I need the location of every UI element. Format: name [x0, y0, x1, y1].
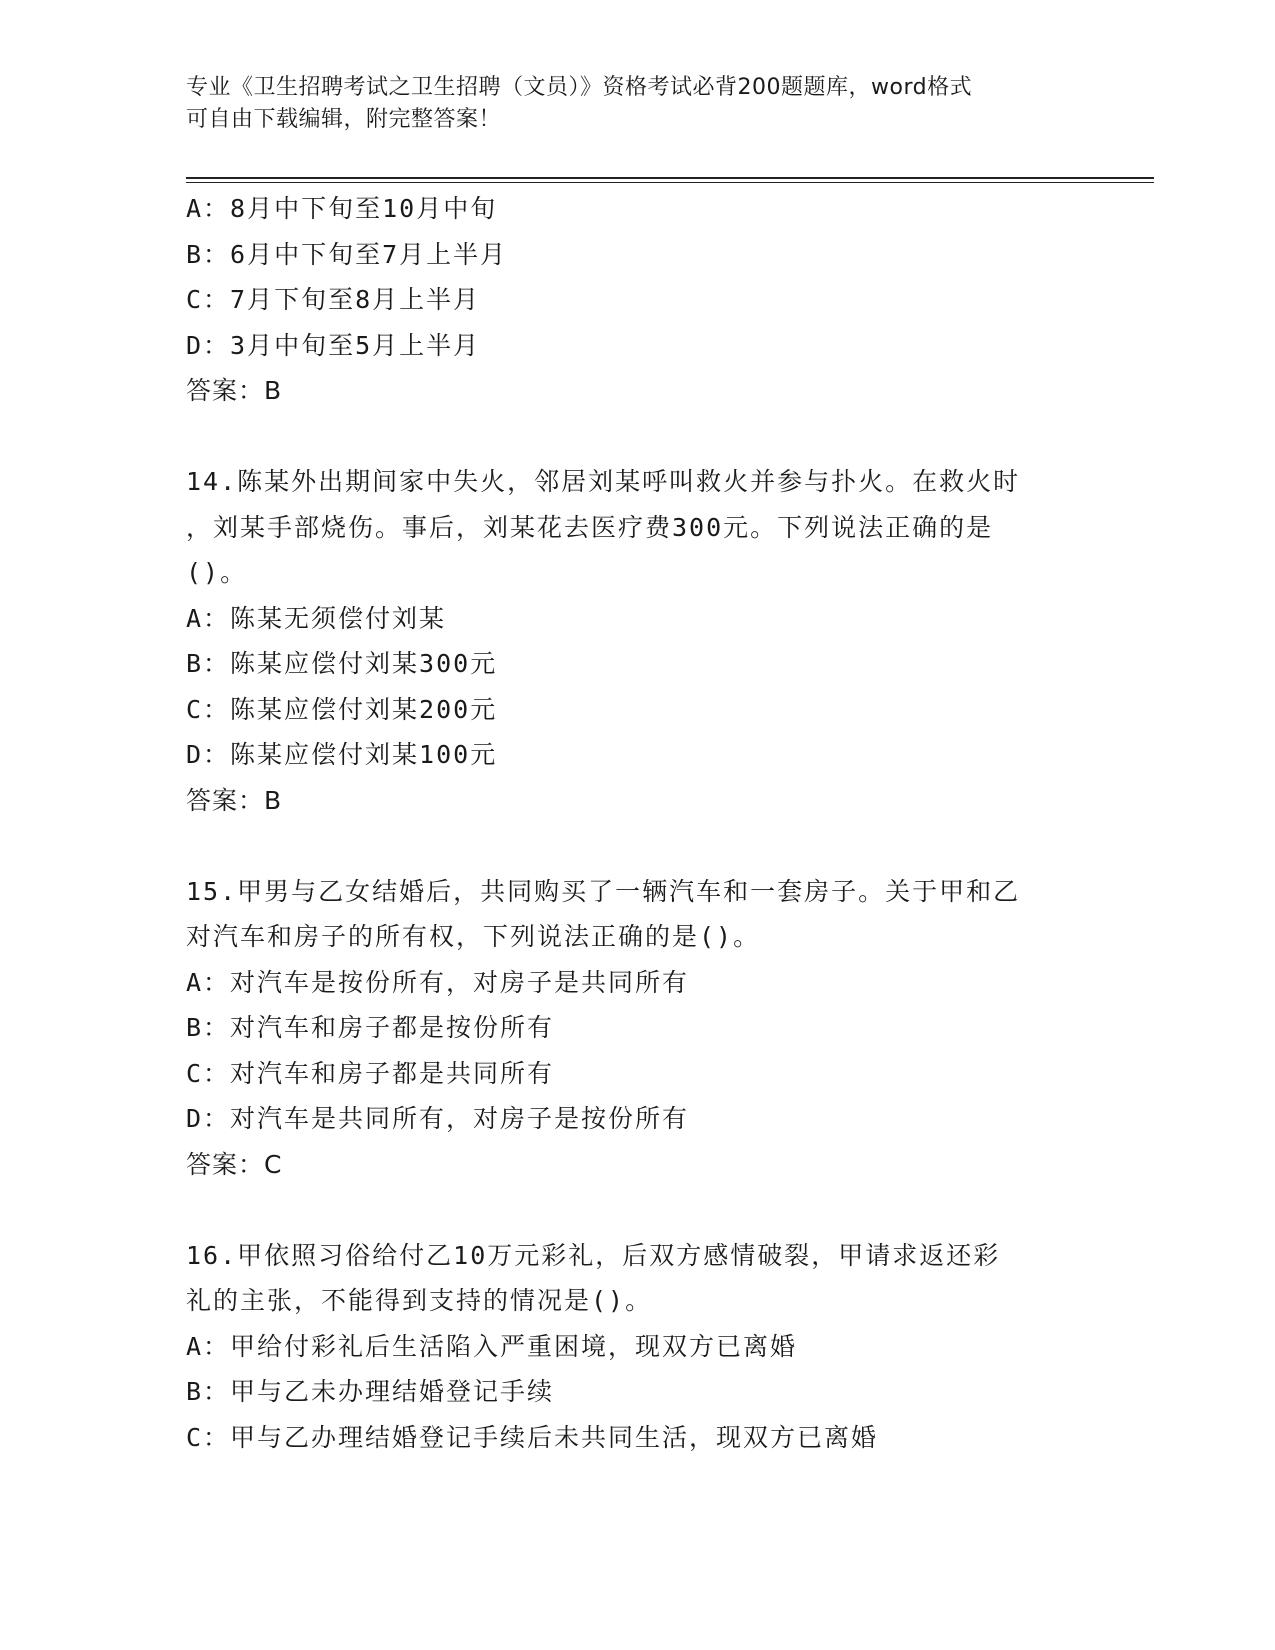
option-d: D：对汽车是共同所有，对房子是按份所有: [186, 1104, 690, 1133]
option-b: B：陈某应偿付刘某300元: [186, 649, 498, 678]
question-text-line: ()。: [186, 558, 248, 587]
question-16: [186, 1233, 1086, 1461]
answer-label: 答案：B: [186, 785, 283, 815]
spacer: [186, 1187, 1086, 1233]
option-d: D：3月中旬至5月上半月: [186, 330, 481, 360]
question-text-line: 15.甲男与乙女结婚后，共同购买了一辆汽车和一套房子。关于甲和乙: [186, 876, 1021, 906]
question-13: [186, 186, 1086, 414]
option-c: C：7月下旬至8月上半月: [186, 285, 481, 314]
option-d: D：陈某应偿付刘某100元: [186, 740, 498, 769]
document-header: [186, 72, 1086, 136]
option-b: B：6月中下旬至7月上半月: [186, 239, 508, 269]
question-text-line: 16.甲依照习俗给付乙10万元彩礼，后双方感情破裂，甲请求返还彩: [186, 1240, 1001, 1270]
option-c: C：陈某应偿付刘某200元: [186, 694, 498, 724]
header-divider-thin: [186, 182, 1154, 183]
spacer: [186, 823, 1086, 869]
question-text-line: 礼的主张，不能得到支持的情况是()。: [186, 1286, 653, 1315]
header-line-2: 可自由下载编辑，附完整答案！: [186, 107, 502, 132]
option-a: A：陈某无须偿付刘某: [186, 603, 447, 633]
header-divider-thick: [186, 177, 1154, 179]
option-a: A：对汽车是按份所有，对房子是共同所有: [186, 967, 690, 997]
option-c: C：对汽车和房子都是共同所有: [186, 1058, 555, 1088]
question-text-line: 14.陈某外出期间家中失火，邻居刘某呼叫救火并参与扑火。在救火时: [186, 467, 1021, 496]
question-14: [186, 459, 1086, 823]
spacer: [186, 414, 1086, 460]
option-a: A：8月中下旬至10月中旬: [186, 194, 498, 223]
option-b: B：甲与乙未办理结婚登记手续: [186, 1377, 555, 1406]
question-list: [186, 186, 1086, 1460]
question-15: [186, 869, 1086, 1188]
option-c: C：甲与乙办理结婚登记手续后未共同生活，现双方已离婚: [186, 1422, 879, 1452]
header-line-1: 专业《卫生招聘考试之卫生招聘（文员）》资格考试必背200题题库，word格式: [186, 75, 973, 100]
answer-label: 答案：B: [186, 376, 283, 405]
answer-label: 答案：C: [186, 1149, 283, 1179]
option-a: A：甲给付彩礼后生活陷入严重困境，现双方已离婚: [186, 1331, 798, 1361]
question-text-line: ，刘某手部烧伤。事后，刘某花去医疗费300元。下列说法正确的是: [186, 512, 994, 542]
option-b: B：对汽车和房子都是按份所有: [186, 1013, 555, 1042]
question-text-line: 对汽车和房子的所有权，下列说法正确的是()。: [186, 922, 761, 951]
